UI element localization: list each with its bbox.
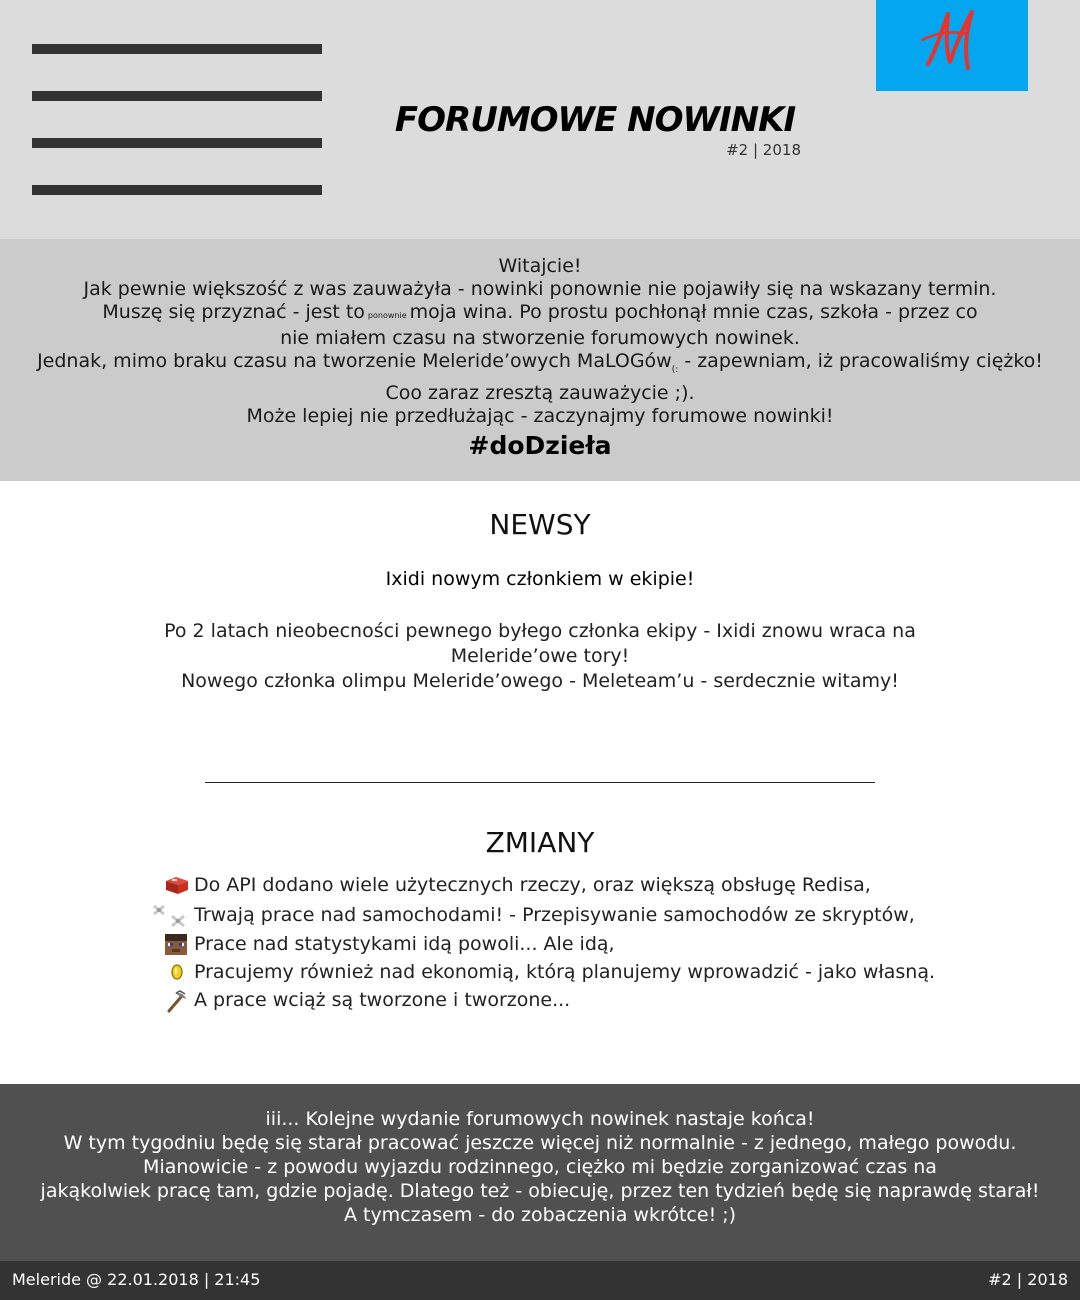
change-text: Prace nad statystykami idą powoli... Ale idą, xyxy=(194,933,615,955)
news-line: Meleride’owe tory! xyxy=(450,645,630,667)
page-title: FORUMOWE NOWINKI xyxy=(394,100,796,140)
menu-bar xyxy=(32,138,322,148)
intro-line: Jak pewnie większość z was zauważyła - nowinki ponownie nie pojawiły się na wskazany termin. xyxy=(83,278,997,300)
outro-text xyxy=(0,1107,1080,1227)
change-text: A prace wciąż są tworzone i tworzone... xyxy=(194,989,571,1011)
intro-line-part: Jednak, mimo braku czasu na tworzenie Meleride’owych MaLOGów xyxy=(37,350,672,372)
outro-line: A tymczasem - do zobaczenia wkrótce! ;) xyxy=(343,1204,737,1226)
small-note: (: xyxy=(671,364,679,375)
footer-issue: #2 | 2018 xyxy=(988,1270,1068,1289)
intro-section xyxy=(0,239,1080,481)
gold-coin-icon xyxy=(150,959,190,987)
intro-line-part: Muszę się przyznać - jest to xyxy=(102,301,365,323)
pickaxe-icon xyxy=(150,987,190,1015)
redis-icon xyxy=(150,872,190,900)
intro-line: Coo zaraz zresztą zauważycie ;). xyxy=(385,381,695,404)
intro-line-part: - zapewniam, iż pracowaliśmy ciężko! xyxy=(684,350,1043,372)
news-line: Nowego członka olimpu Meleride’owego - Meleteam’u - serdecznie witamy! xyxy=(181,670,899,692)
logo[interactable] xyxy=(876,0,1028,91)
change-text: Trwają prace nad samochodami! - Przepisywanie samochodów ze skryptów, xyxy=(194,904,915,926)
intro-line xyxy=(0,301,1080,327)
logo-m-icon xyxy=(876,0,1028,91)
intro-greeting: Witajcie! xyxy=(498,255,582,277)
outro-line: iii... Kolejne wydanie forumowych nowinek nastaje końca! xyxy=(265,1108,815,1130)
change-text: Do API dodano wiele użytecznych rzeczy, oraz większą obsługę Redisa, xyxy=(194,874,871,896)
change-text: Pracujemy również nad ekonomią, którą planujemy wprowadzić - jako własną. xyxy=(194,961,936,983)
issue-number: #2 | 2018 xyxy=(726,141,801,159)
menu-bar xyxy=(32,44,322,54)
news-line: Po 2 latach nieobecności pewnego byłego członka ekipy - Ixidi znowu wraca na xyxy=(164,620,916,642)
intro-text xyxy=(0,255,1080,428)
footer xyxy=(0,1261,1080,1300)
news-headline: Ixidi nowym członkiem w ekipie! xyxy=(385,568,695,590)
news-body xyxy=(0,619,1080,694)
changes-section-title: ZMIANY xyxy=(485,826,595,859)
header xyxy=(0,0,1080,239)
footer-author-date: Meleride @ 22.01.2018 | 21:45 xyxy=(12,1270,261,1289)
outro-section xyxy=(0,1084,1080,1261)
outro-line: jakąkolwiek pracę tam, gdzie pojadę. Dlatego też - obiecuję, przez ten tydzień będę się naprawdę starał! xyxy=(40,1180,1040,1202)
intro-line: nie miałem czasu na stworzenie forumowych nowinek. xyxy=(280,327,800,349)
intro-line-part: moja wina. Po prostu pochłonął mnie czas, szkoła - przez co xyxy=(409,301,978,323)
player-head-icon xyxy=(150,931,190,959)
intro-line: Może lepiej nie przedłużając - zaczynajmy forumowe nowinki! xyxy=(246,404,834,427)
cars-icon xyxy=(150,902,190,930)
outro-line: W tym tygodniu będę się starał pracować jeszcze więcej niż normalnie - z jednego, małego powodu. xyxy=(63,1132,1017,1154)
hashtag: #doDzieła xyxy=(468,431,612,460)
intro-line xyxy=(0,350,1080,382)
menu-bar xyxy=(32,185,322,195)
menu-bar xyxy=(32,91,322,101)
outro-line: Mianowicie - z powodu wyjazdu rodzinnego, ciężko mi będzie zorganizować czas na xyxy=(143,1156,937,1178)
news-section-title: NEWSY xyxy=(489,508,591,541)
small-note: ponownie xyxy=(367,311,407,320)
section-divider xyxy=(205,782,875,783)
